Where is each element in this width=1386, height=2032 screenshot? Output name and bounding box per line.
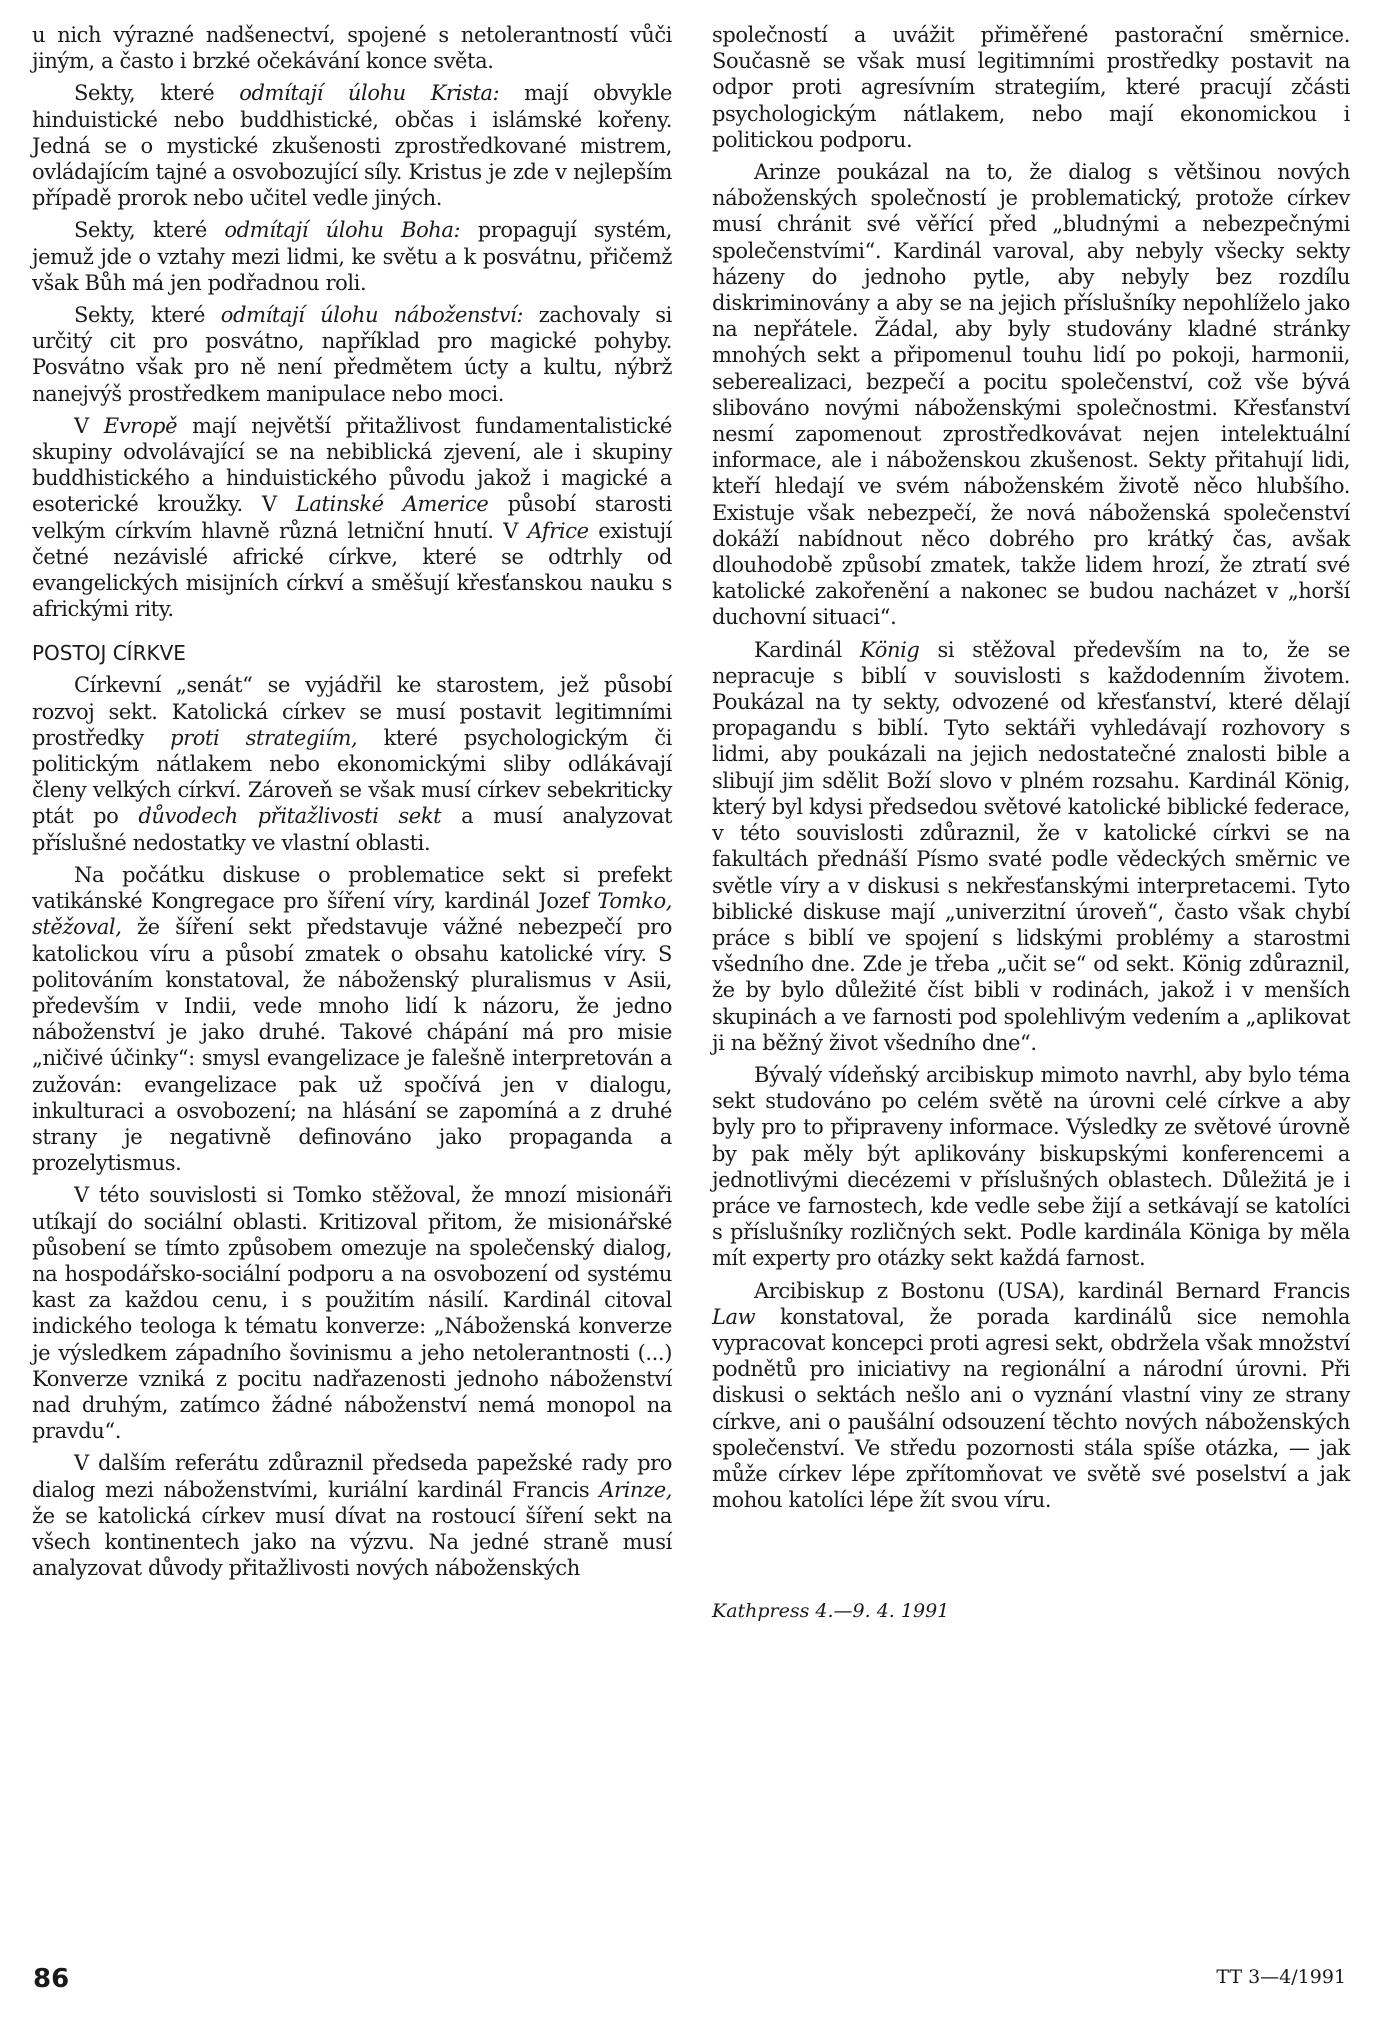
paragraph: Církevní „senát“ se vyjádřil ke starostem, jež působí rozvoj sekt. Katolická církev se musí postavit legitimními prostředky proti strategiím, které psychologickým či politickým nátlakem nebo ekonomickými sliby odlákávají členy velkých církví. Zároveň se však musí církev sebekriticky ptát po důvodech přitažlivosti sekt a musí analyzovat příslušné nedostatky ve vlastní oblasti.	[32, 673, 673, 855]
emphasis: Tomko, stěžoval,	[32, 889, 672, 940]
paragraph: Na počátku diskuse o problematice sekt si prefekt vatikánské Kongregace pro šíření víry, kardinál Jozef Tomko, stěžoval, že šíření sekt představuje vážné nebezpečí pro katolickou víru a působí zmatek o obsahu katolické víry. S politováním konstatoval, že náboženský pluralismus v Asii, především v Indii, vede mnoho lidí k názoru, že jedno náboženství je jako druhé. Takové chápání má pro misie „ničivé účinky“: smysl evangelizace je falešně interpretován a zužován: evangelizace pak už spočívá jen v dialogu, inkulturaci a osvobození; na hlásání se zapomíná a z druhé strany je negativně definováno jako propaganda a prozelytismus.	[32, 862, 672, 1176]
paragraph: společností a uvážit přiměřené pastorační směrnice. Současně se však musí legitimními prostředky postavit na odpor proti agresívním strategiím, které pracují zčásti psychologickým nátlakem, nebo mají ekonomickou i politickou podporu.	[712, 23, 1350, 152]
right-column	[712, 22, 1350, 1519]
emphasis: Law	[712, 1304, 756, 1329]
emphasis: Latinské Americe	[295, 492, 489, 517]
emphasis: odmítají úlohu Boha:	[224, 218, 461, 243]
paragraph: u nich výrazné nadšenectví, spojené s netolerantností vůči jiným, a často i brzké očekávání konce světa.	[32, 23, 672, 74]
section-heading: POSTOJ CÍRKVE	[32, 641, 186, 666]
emphasis: důvodech přitažlivosti sekt	[138, 804, 442, 829]
paragraph: V Evropě mají největší přitažlivost fundamentalistické skupiny odvolávající se na nebiblická zjevení, ale i skupiny buddhistického a hinduistického původu jakož i magické a esoterické kroužky. V Latinské Americe působí starosti velkým církvím hlavně různá letniční hnutí. V Africe existují četné nezávislé africké církve, které se odtrhly od evangelických misijních církví a směšují křesťanskou nauku s africkými rity.	[32, 413, 672, 622]
paragraph: Kardinál König si stěžoval především na to, že se nepracuje s biblí v souvislosti s každodenním životem. Poukázal na ty sekty, odvozené od křesťanství, které dělají propagandu s biblí. Tyto sektáři vyhledávají rozhovory s lidmi, aby poukázali na jejich nedostatečné znalosti bible a slibují jim sdělit Boží slovo v plném rozsahu. Kardinál König, který byl kdysi předsedou světové katolické biblické federace, v této souvislosti zdůraznil, že v katolické církvi se na fakultách přednáší Písmo svaté podle vědeckých směrnic ve světle víry a v diskusi s nekřesťanskými interpretacemi. Tyto biblické diskuse mají „univerzitní úroveň“, často však chybí práce s biblí ve spojení s lidskými problémy a starostmi všedního dne. Zde je třeba „učit se“ od sekt. König zdůraznil, že by bylo důležité číst bibli v rodinách, jakož i v menších skupinách a ve farnosti pod spolehlivým vedením a „aplikovat ji na běžný život všedního dne“.	[712, 637, 1350, 1055]
emphasis: Africe	[527, 518, 589, 543]
page-number: 86	[33, 1964, 70, 1994]
paragraph: V této souvislosti si Tomko stěžoval, že mnozí misionáři utíkají do sociální oblasti. Kritizoval přitom, že misionářské působení se tímto způsobem omezuje na společenský dialog, na hospodářsko-sociální podporu a na osvobození od systému kast za každou cenu, i s použitím násilí. Kardinál citoval indického teologa k tématu konverze: „Náboženská konverze je výsledkem západního šovinismu a jeho netolerantnosti (...) Konverze vzniká z pocitu nadřazenosti jednoho náboženství nad druhým, zatímco žádné náboženství nemá monopol na pravdu“.	[32, 1183, 672, 1444]
emphasis: proti strategiím,	[170, 725, 358, 750]
emphasis: odmítají úlohu Krista:	[239, 81, 500, 106]
emphasis: Evropě	[103, 413, 178, 438]
paragraph: Arcibiskup z Bostonu (USA), kardinál Bernard Francis Law konstatoval, že porada kardinálů sice nemohla vypracovat koncepci proti agresi sekt, obdržela však množství podnětů pro iniciativy na regionální a národní úrovni. Při diskusi o sektách nešlo ani o vyznání vlastní viny ze strany církve, ani o paušální odsouzení těchto nových náboženských společenství. Ve středu pozornosti stála spíše otázka, — jak může církev lépe zpřítomňovat ve světě své poselství a jak mohou katolíci lépe žít svou víru.	[712, 1278, 1350, 1513]
left-column	[32, 22, 672, 1587]
paragraph: Sekty, které odmítají úlohu náboženství: zachovaly si určitý cit pro posvátno, například pro magické pohyby. Posvátno však pro ně není předmětem úcty a kultu, nýbrž nanejvýš prostředkem manipulace nebo moci.	[32, 303, 672, 406]
paragraph: Sekty, které odmítají úlohu Boha: propagují systém, jemuž jde o vztahy mezi lidmi, ke světu a k posvátnu, přičemž však Bůh má jen podřadnou roli.	[32, 218, 672, 295]
emphasis: Arinze,	[599, 1477, 672, 1502]
source-citation: Kathpress 4.—9. 4. 1991	[712, 1600, 950, 1622]
paragraph: Bývalý vídeňský arcibiskup mimoto navrhl, aby bylo téma sekt studováno po celém světě na úrovni celé církve a aby byly pro to připraveny informace. Výsledky ze světové úrovně by pak měly být aplikovány biskupskými konferencemi a jednotlivými diecézemi v příslušných oblastech. Důležitá je i práce ve farnostech, kde vedle sebe žijí a setkávají se katolíci s příslušníky rozličných sekt. Podle kardinála Königa by měla mít experty pro otázky sekt každá farnost.	[712, 1062, 1350, 1271]
paragraph: Arinze poukázal na to, že dialog s většinou nových náboženských společností je problematický, protože církev musí chránit své věřící před „bludnými a nebezpečnými společenstvími“. Kardinál varoval, aby nebyly všecky sekty házeny do jednoho pytle, aby nebyly bez rozdílu diskriminovány a aby se na jejich příslušníky nepohlíželo jako na nepřátele. Žádal, aby byly studovány kladné stránky mnohých sekt a připomenul touhu lidí po pokoji, harmonii, seberealizaci, bezpečí a pocitu společenství, což vše bývá slibováno novými náboženskými společnostmi. Křesťanství nesmí zapomenout zprostředkovávat nejen intelektuální informace, ale i náboženskou zkušenost. Sekty přitahují lidi, kteří hledají ve svém náboženském životě něco hlubšího. Existuje však nebezpečí, že nová náboženská společenství dokáží nabídnout něco dobrého pro krátký čas, avšak dlouhodobě způsobí zmatek, takže lidem hrozí, že ztratí své katolické zakořenění a nakonec se budou nacházet v „horší duchovní situaci“.	[712, 160, 1350, 630]
emphasis: odmítají úlohu náboženství:	[220, 303, 524, 328]
emphasis: König	[860, 637, 920, 662]
paragraph: Sekty, které odmítají úlohu Krista: mají obvykle hinduistické nebo buddhistické, občas i islámské kořeny. Jedná se o mystické zkušenosti zprostředkované mistrem, ovládajícím tajné a osvobozující síly. Kristus je zde v nejlepším případě prorok nebo učitel vedle jiných.	[32, 81, 672, 211]
paragraph: V dalším referátu zdůraznil předseda papežské rady pro dialog mezi náboženstvími, kuriální kardinál Francis Arinze, že se katolická církev musí dívat na rostoucí šíření sekt na všech kontinentech jako na výzvu. Na jedné straně musí analyzovat důvody přitažlivosti nových náboženských	[32, 1451, 672, 1581]
issue-label: TT 3—4/1991	[1216, 1966, 1346, 1988]
